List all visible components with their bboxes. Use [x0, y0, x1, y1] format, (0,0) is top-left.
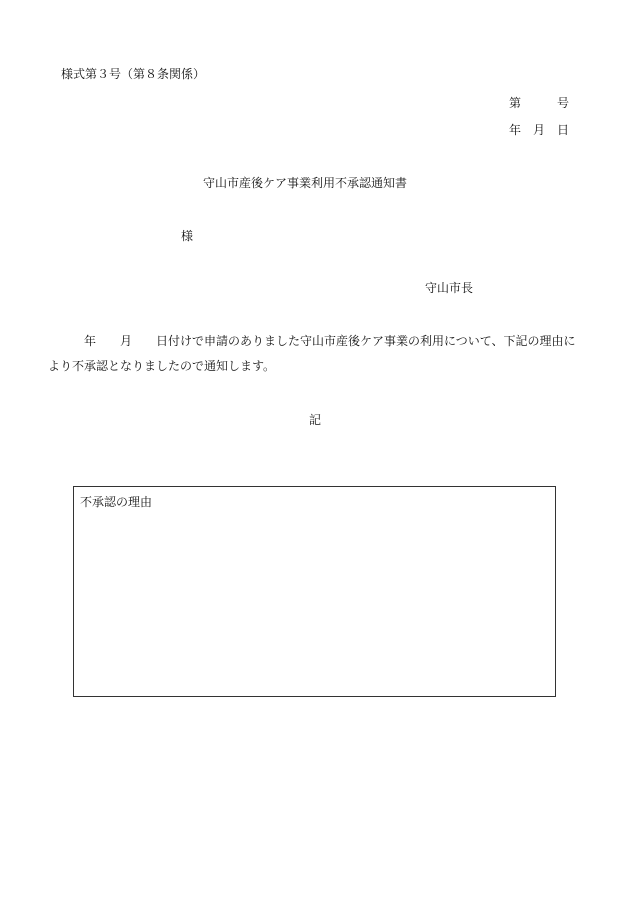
body-year: 年	[84, 334, 97, 348]
document-number	[509, 95, 569, 111]
recipient-suffix: 様	[181, 229, 194, 243]
date-month: 月	[533, 123, 546, 137]
doc-number-suffix: 号	[557, 96, 570, 110]
body-line-2: より不承認となりましたので通知します。	[48, 359, 276, 373]
reason-label: 不承認の理由	[80, 495, 153, 509]
date-day: 日	[557, 123, 570, 137]
ki-heading: 記	[309, 413, 322, 427]
sender-name: 守山市長	[425, 281, 474, 295]
reason-box	[73, 486, 556, 697]
issue-date	[509, 122, 569, 138]
date-year: 年	[509, 123, 522, 137]
body-line-1-rest: 日付けで申請のありました守山市産後ケア事業の利用について、下記の理由に	[156, 334, 576, 348]
document-title: 守山市産後ケア事業利用不承認通知書	[203, 176, 408, 190]
form-number: 様式第３号（第８条関係）	[61, 67, 206, 81]
doc-number-prefix: 第	[509, 96, 522, 110]
body-month: 月	[120, 334, 133, 348]
body-line-1	[84, 333, 576, 349]
